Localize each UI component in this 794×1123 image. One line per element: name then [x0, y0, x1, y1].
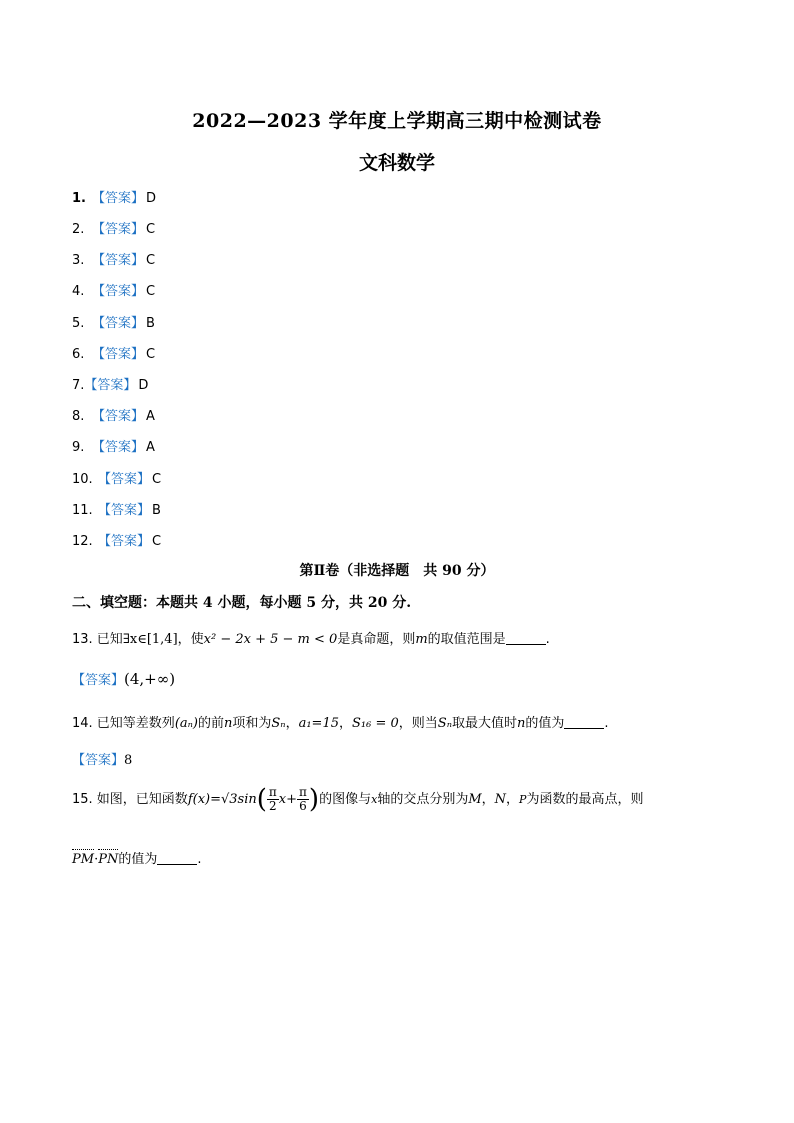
question-14 [72, 712, 609, 731]
answer-num: 4. [72, 284, 85, 299]
dot-operator: · [94, 852, 99, 867]
q14-t7: 的值为 [525, 716, 565, 731]
page-title: 2022—2023 学年度上学期高三期中检测试卷 [192, 110, 602, 132]
answer-value: A [146, 440, 155, 455]
answer-row [72, 187, 156, 206]
answer-row [72, 468, 161, 487]
frac-bottom: 2 [269, 799, 277, 813]
q13-suffix: 是真命题，则 [337, 632, 416, 647]
answer-value: C [146, 253, 156, 268]
q14-t6: 取最大值时 [451, 716, 517, 731]
answer-value: D [138, 378, 149, 393]
answer-row [72, 312, 155, 331]
section-heading: 二、填空题：本题共 4 小题，每小题 5 分，共 20 分. [72, 595, 412, 611]
answer-value: C [146, 347, 156, 362]
answer-tag: 【答案】 [98, 534, 151, 549]
q14-seq: (aₙ) [174, 716, 198, 731]
question-15-line2 [72, 848, 201, 867]
answer-row [72, 218, 155, 237]
answer-blank[interactable] [564, 716, 604, 729]
q13-answer [72, 669, 175, 688]
question-13 [72, 628, 550, 647]
answer-row [72, 280, 155, 299]
answer-tag: 【答案】 [92, 316, 145, 331]
answer-num: 7. [72, 378, 85, 393]
q15-N: N [494, 792, 507, 807]
answer-tag: 【答案】 [92, 253, 145, 268]
q13-condition: ∃x∈[1,4] [122, 632, 178, 647]
answer-num: 3. [72, 253, 85, 268]
answer-value: C [146, 284, 156, 299]
answer-tag: 【答案】 [72, 673, 125, 688]
fraction-pi-6 [297, 786, 309, 813]
q14-sn-2: Sₙ [437, 716, 452, 731]
answer-value: B [152, 503, 161, 518]
q13-end: 的取值范围是 [427, 632, 506, 647]
frac-top: π [268, 785, 277, 799]
answer-num: 2. [72, 222, 85, 237]
answer-num: 11. [72, 503, 93, 518]
q15-M: M [468, 792, 482, 807]
q15-comma-2: ， [506, 792, 520, 807]
question-15 [72, 786, 643, 813]
answer-tag: 【答案】 [92, 440, 145, 455]
q13-period: . [545, 632, 550, 647]
q14-s16: S₁₆ = 0 [352, 716, 399, 731]
answer-row [72, 405, 155, 424]
answer-value: C [152, 472, 162, 487]
q15-xplus: x+ [278, 792, 298, 807]
answer-value: C [146, 222, 156, 237]
answer-num: 12. [72, 534, 93, 549]
vector-pm: PM [72, 852, 95, 867]
answer-tag: 【答案】 [72, 753, 125, 768]
q15-t3: 为函数的最高点，则 [526, 792, 644, 807]
answer-row [72, 499, 161, 518]
answer-tag: 【答案】 [84, 378, 137, 393]
q15-fx: f(x)=√3sin [187, 792, 257, 807]
fraction-pi-2 [267, 786, 279, 813]
q13-var: m [415, 632, 428, 647]
answer-tag: 【答案】 [92, 191, 145, 206]
q13-prefix: 13. 已知 [72, 632, 123, 647]
section-title: 第Ⅱ卷（非选择题 共 90 分） [299, 563, 495, 579]
q14-answer-value: 8 [124, 753, 133, 768]
answer-value: D [146, 191, 157, 206]
q14-prefix: 14. 已知等差数列 [72, 716, 175, 731]
answer-num: 5. [72, 316, 85, 331]
answer-row [72, 343, 155, 362]
q15-x: x [371, 793, 378, 806]
answer-tag: 【答案】 [92, 347, 145, 362]
answer-num: 8. [72, 409, 85, 424]
q13-mid: ，使 [177, 632, 204, 647]
q15-P: P [519, 793, 527, 806]
answer-row [72, 374, 148, 393]
q14-t5: ，则当 [398, 716, 438, 731]
q14-t4: ， [339, 716, 353, 731]
answer-value: A [146, 409, 155, 424]
q15-period: . [197, 852, 202, 867]
answer-tag: 【答案】 [92, 284, 145, 299]
answer-tag: 【答案】 [92, 222, 145, 237]
answer-row [72, 530, 161, 549]
answer-num: 6. [72, 347, 85, 362]
q13-answer-value: (4,+∞) [124, 670, 176, 688]
q15-t1: 的图像与 [319, 792, 372, 807]
answer-blank[interactable] [157, 852, 197, 865]
q13-expression: x² − 2x + 5 − m < 0 [203, 632, 338, 647]
q15-prefix: 15. 如图，已知函数 [72, 792, 188, 807]
answer-num: 1. [72, 191, 86, 206]
page-subtitle: 文科数学 [358, 152, 435, 174]
q14-t2: 项和为 [232, 716, 272, 731]
answer-value: B [146, 316, 155, 331]
left-paren: ( [256, 784, 267, 815]
answer-tag: 【答案】 [92, 409, 145, 424]
answer-tag: 【答案】 [98, 503, 151, 518]
q15-t2: 轴的交点分别为 [377, 792, 469, 807]
answer-row [72, 436, 155, 455]
q15-comma: ， [481, 792, 495, 807]
q15-t4: 的值为 [118, 852, 158, 867]
q14-period: . [604, 716, 609, 731]
q14-sn: Sₙ [271, 716, 286, 731]
frac-top: π [299, 785, 307, 799]
q14-t3: ， [285, 716, 299, 731]
answer-num: 9. [72, 440, 85, 455]
q14-n-2: n [517, 716, 526, 731]
vector-pn: PN [98, 852, 119, 867]
q14-t1: 的前 [197, 716, 224, 731]
q14-answer [72, 749, 132, 768]
answer-value: C [152, 534, 162, 549]
right-paren: ) [308, 784, 320, 815]
answer-blank[interactable] [506, 632, 546, 645]
answer-row [72, 249, 155, 268]
q14-n: n [224, 716, 233, 731]
frac-bottom: 6 [299, 799, 307, 813]
q14-a1: a₁=15 [298, 716, 339, 731]
answer-num: 10. [72, 472, 93, 487]
answer-tag: 【答案】 [98, 472, 151, 487]
